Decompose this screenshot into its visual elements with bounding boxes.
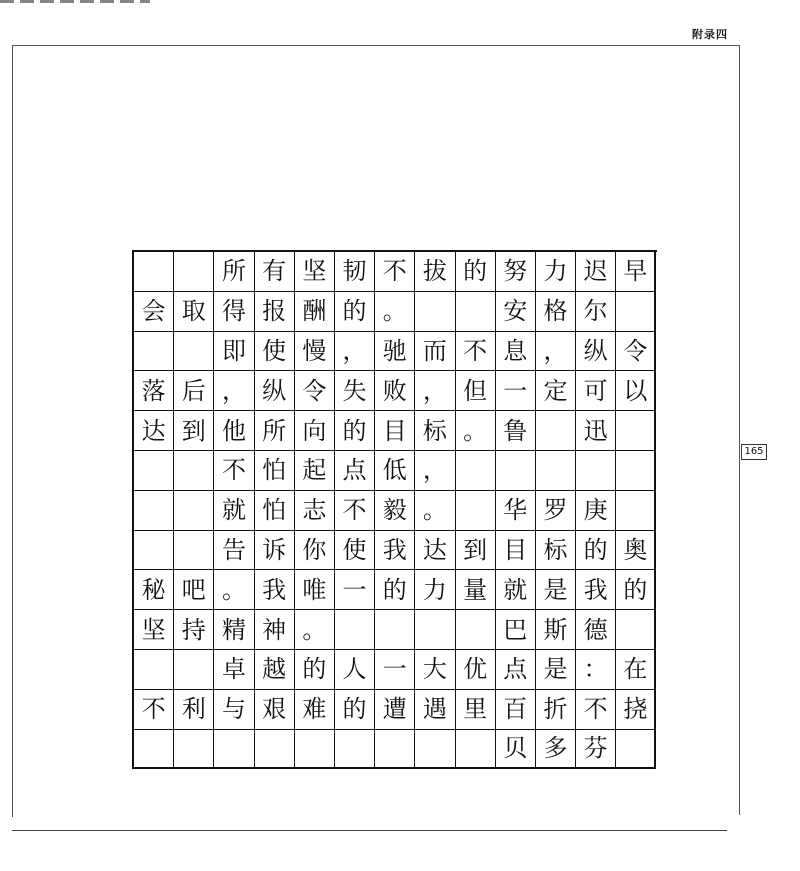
grid-cell: 定 <box>536 371 576 411</box>
grid-cell: 落 <box>134 371 174 411</box>
grid-cell: 可 <box>576 371 616 411</box>
grid-cell <box>616 730 656 770</box>
grid-cell <box>375 610 415 650</box>
grid-row <box>134 531 657 571</box>
grid-cell: 。 <box>456 411 496 451</box>
section-header: 附录四 <box>692 28 728 41</box>
grid-cell: 标 <box>536 531 576 571</box>
grid-cell: 但 <box>456 371 496 411</box>
grid-row <box>134 292 657 332</box>
grid-cell: 与 <box>214 690 254 730</box>
grid-cell: 点 <box>496 650 536 690</box>
grid-cell: 使 <box>335 531 375 571</box>
grid-cell: 神 <box>255 610 295 650</box>
grid-cell: 到 <box>174 411 214 451</box>
grid-cell <box>456 730 496 770</box>
grid-cell: 贝 <box>496 730 536 770</box>
grid-cell: 我 <box>255 570 295 610</box>
grid-cell <box>134 451 174 491</box>
grid-cell: 不 <box>335 491 375 531</box>
grid-cell: 大 <box>415 650 455 690</box>
grid-row <box>134 491 657 531</box>
grid-row <box>134 371 657 411</box>
grid-cell: 的 <box>375 570 415 610</box>
page-frame-top <box>12 45 740 46</box>
grid-cell: 人 <box>335 650 375 690</box>
grid-cell: 是 <box>536 650 576 690</box>
grid-cell: 酬 <box>295 292 335 332</box>
grid-cell: 的 <box>616 570 656 610</box>
grid-cell <box>616 292 656 332</box>
grid-cell <box>415 610 455 650</box>
grid-cell: 格 <box>536 292 576 332</box>
grid-cell <box>375 730 415 770</box>
grid-cell: 低 <box>375 451 415 491</box>
grid-cell <box>576 451 616 491</box>
grid-cell <box>335 610 375 650</box>
grid-cell <box>616 610 656 650</box>
grid-cell: 慢 <box>295 332 335 372</box>
grid-cell <box>616 411 656 451</box>
grid-cell: 息 <box>496 332 536 372</box>
grid-cell <box>255 730 295 770</box>
grid-cell: 量 <box>456 570 496 610</box>
grid-cell <box>616 491 656 531</box>
grid-cell: 我 <box>375 531 415 571</box>
grid-cell: 唯 <box>295 570 335 610</box>
grid-cell: 而 <box>415 332 455 372</box>
grid-cell <box>174 650 214 690</box>
grid-cell: 使 <box>255 332 295 372</box>
grid-row <box>134 451 657 491</box>
page-frame-bottom <box>12 830 727 831</box>
grid-cell: 力 <box>415 570 455 610</box>
grid-cell: 迅 <box>576 411 616 451</box>
grid-cell: 不 <box>134 690 174 730</box>
grid-cell <box>335 730 375 770</box>
grid-cell: 败 <box>375 371 415 411</box>
grid-cell <box>295 730 335 770</box>
grid-cell: 你 <box>295 531 335 571</box>
grid-cell: 鲁 <box>496 411 536 451</box>
grid-cell: 他 <box>214 411 254 451</box>
grid-row <box>134 690 657 730</box>
grid-cell: 有 <box>255 252 295 292</box>
grid-cell: 。 <box>375 292 415 332</box>
grid-cell: 的 <box>335 292 375 332</box>
grid-cell: 努 <box>496 252 536 292</box>
grid-cell: 的 <box>576 531 616 571</box>
grid-cell: 卓 <box>214 650 254 690</box>
grid-cell: 令 <box>616 332 656 372</box>
grid-cell: 力 <box>536 252 576 292</box>
grid-cell: 韧 <box>335 252 375 292</box>
grid-cell <box>415 292 455 332</box>
grid-cell: 会 <box>134 292 174 332</box>
grid-cell <box>174 252 214 292</box>
grid-cell: 的 <box>335 411 375 451</box>
grid-cell: 安 <box>496 292 536 332</box>
grid-cell: 折 <box>536 690 576 730</box>
grid-cell: 优 <box>456 650 496 690</box>
grid-cell: ， <box>415 451 455 491</box>
grid-cell: 挠 <box>616 690 656 730</box>
grid-cell <box>174 451 214 491</box>
grid-cell: 取 <box>174 292 214 332</box>
grid-cell: ： <box>576 650 616 690</box>
grid-cell: 所 <box>214 252 254 292</box>
grid-cell <box>536 411 576 451</box>
grid-cell: 巴 <box>496 610 536 650</box>
grid-cell: 的 <box>456 252 496 292</box>
grid-cell: 。 <box>295 610 335 650</box>
character-grid <box>132 250 657 769</box>
grid-cell: 即 <box>214 332 254 372</box>
grid-cell <box>415 730 455 770</box>
grid-row <box>134 252 657 292</box>
grid-cell <box>174 531 214 571</box>
grid-cell <box>174 332 214 372</box>
grid-cell: 点 <box>335 451 375 491</box>
grid-cell <box>134 332 174 372</box>
grid-cell: 不 <box>214 451 254 491</box>
grid-cell: 庚 <box>576 491 616 531</box>
grid-cell: 遇 <box>415 690 455 730</box>
grid-cell: 一 <box>496 371 536 411</box>
grid-cell: 里 <box>456 690 496 730</box>
grid-cell: 一 <box>335 570 375 610</box>
grid-cell: 德 <box>576 610 616 650</box>
page-frame-right <box>739 45 740 815</box>
grid-row <box>134 570 657 610</box>
grid-cell: 华 <box>496 491 536 531</box>
grid-cell: 吧 <box>174 570 214 610</box>
grid-cell <box>174 491 214 531</box>
grid-cell <box>456 491 496 531</box>
grid-cell: 达 <box>134 411 174 451</box>
grid-cell: 我 <box>576 570 616 610</box>
grid-cell: 令 <box>295 371 335 411</box>
grid-row <box>134 332 657 372</box>
grid-cell: 遭 <box>375 690 415 730</box>
grid-cell: 告 <box>214 531 254 571</box>
grid-cell: 报 <box>255 292 295 332</box>
grid-cell: 在 <box>616 650 656 690</box>
grid-cell: 得 <box>214 292 254 332</box>
grid-row <box>134 610 657 650</box>
grid-cell: 早 <box>616 252 656 292</box>
grid-cell <box>134 650 174 690</box>
grid-cell: 不 <box>375 252 415 292</box>
grid-cell: 持 <box>174 610 214 650</box>
grid-cell: 所 <box>255 411 295 451</box>
grid-cell: 。 <box>214 570 254 610</box>
grid-cell: 精 <box>214 610 254 650</box>
grid-cell: 多 <box>536 730 576 770</box>
grid-cell <box>214 730 254 770</box>
grid-cell: 驰 <box>375 332 415 372</box>
grid-row <box>134 730 657 770</box>
grid-cell <box>536 451 576 491</box>
grid-cell: ， <box>335 332 375 372</box>
grid-cell: 越 <box>255 650 295 690</box>
grid-cell <box>456 292 496 332</box>
grid-cell: 迟 <box>576 252 616 292</box>
page-number: 165 <box>741 444 767 460</box>
grid-cell: 怕 <box>255 451 295 491</box>
grid-cell: 怕 <box>255 491 295 531</box>
grid-cell: 纵 <box>255 371 295 411</box>
grid-cell: 坚 <box>295 252 335 292</box>
grid-cell: 起 <box>295 451 335 491</box>
grid-cell: 利 <box>174 690 214 730</box>
grid-cell: 志 <box>295 491 335 531</box>
grid-cell: ， <box>415 371 455 411</box>
grid-cell <box>174 730 214 770</box>
grid-cell: 的 <box>335 690 375 730</box>
grid-cell: 达 <box>415 531 455 571</box>
grid-cell: 拔 <box>415 252 455 292</box>
grid-row <box>134 411 657 451</box>
grid-cell <box>616 451 656 491</box>
grid-cell: 。 <box>415 491 455 531</box>
grid-cell: 向 <box>295 411 335 451</box>
page-frame-left <box>12 45 13 817</box>
grid-cell: 艰 <box>255 690 295 730</box>
grid-cell: 后 <box>174 371 214 411</box>
grid-cell: 标 <box>415 411 455 451</box>
grid-cell <box>134 730 174 770</box>
grid-cell: 秘 <box>134 570 174 610</box>
grid-cell: 以 <box>616 371 656 411</box>
grid-cell <box>456 451 496 491</box>
grid-cell <box>496 451 536 491</box>
grid-cell: ， <box>536 332 576 372</box>
grid-cell: 罗 <box>536 491 576 531</box>
grid-cell: 一 <box>375 650 415 690</box>
grid-cell: ， <box>214 371 254 411</box>
grid-cell <box>134 531 174 571</box>
grid-row <box>134 650 657 690</box>
grid-cell: 难 <box>295 690 335 730</box>
grid-cell: 坚 <box>134 610 174 650</box>
grid-cell: 目 <box>375 411 415 451</box>
grid-cell <box>456 610 496 650</box>
grid-cell: 是 <box>536 570 576 610</box>
grid-cell: 尔 <box>576 292 616 332</box>
grid-cell: 芬 <box>576 730 616 770</box>
grid-cell <box>134 252 174 292</box>
grid-cell: 不 <box>576 690 616 730</box>
grid-cell: 目 <box>496 531 536 571</box>
grid-cell: 到 <box>456 531 496 571</box>
grid-cell: 就 <box>496 570 536 610</box>
grid-cell: 斯 <box>536 610 576 650</box>
grid-cell: 失 <box>335 371 375 411</box>
grid-cell <box>134 491 174 531</box>
scan-artifact <box>0 0 150 3</box>
grid-cell: 百 <box>496 690 536 730</box>
grid-cell: 不 <box>456 332 496 372</box>
grid-cell: 奥 <box>616 531 656 571</box>
grid-cell: 的 <box>295 650 335 690</box>
grid-cell: 毅 <box>375 491 415 531</box>
grid-cell: 诉 <box>255 531 295 571</box>
grid-cell: 就 <box>214 491 254 531</box>
grid-cell: 纵 <box>576 332 616 372</box>
